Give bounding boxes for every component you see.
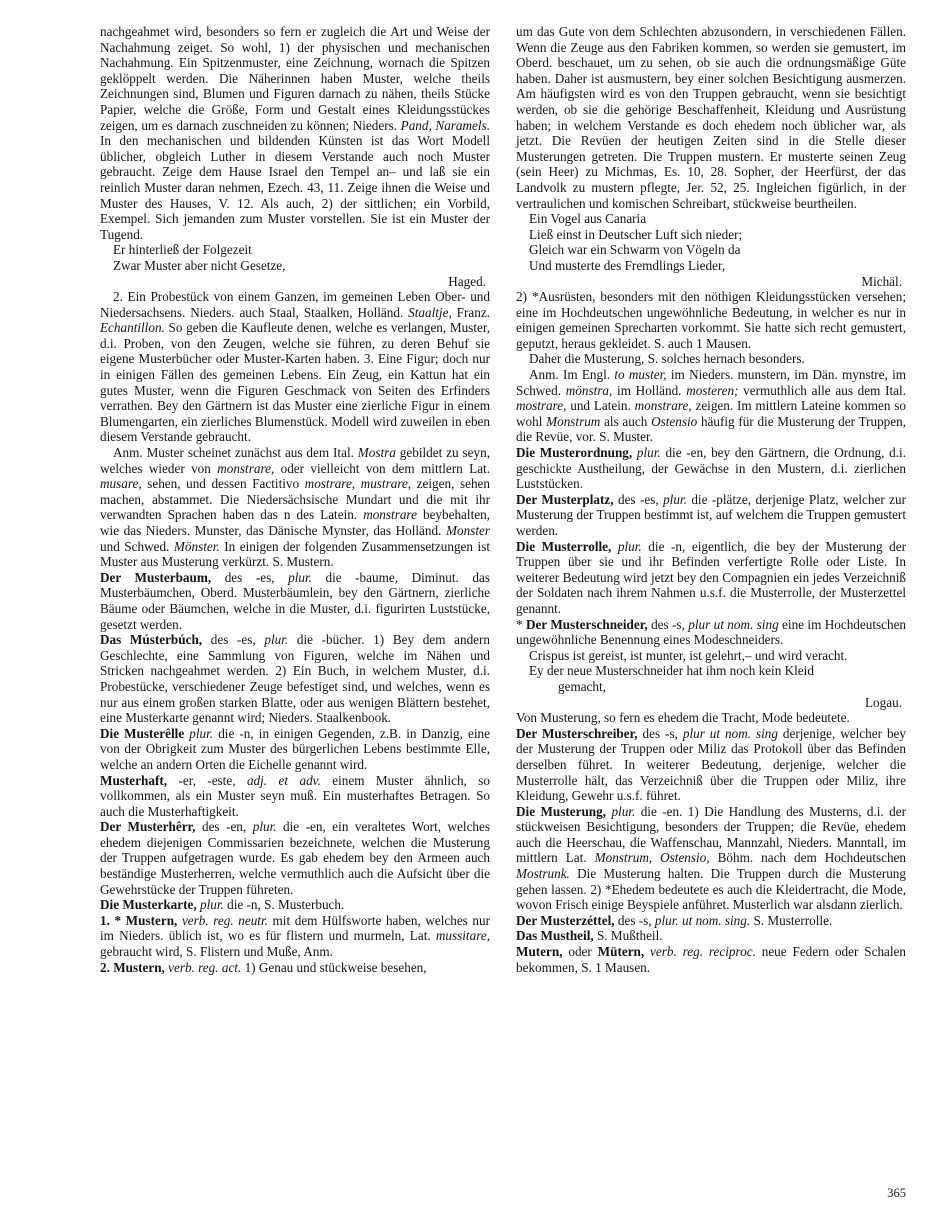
italic-term: monstrare <box>363 507 417 523</box>
text-run: nachgeahmet wird, besonders so fern er zugleich die Art und Weise der Nachahmung zeiget. So wohl, 1) der physischen und mechanischen Nachahmung. Ein Spitzenmuster, eine Zeichnung, wornach die Spitzen geklöppelt werden. Die Näherinnen haben Muster, welche theils Zeichnungen sind, Blumen und Figuren darnach zu nähen, theils Stücke Papier, welche die Größe, Form und Gestalt eines Kleidungsstückes zeigen, um es darnach zuschneiden zu können; Nieders. <box>100 24 490 133</box>
text-run: 1) Genau und stückweise besehen, <box>241 959 427 975</box>
italic-term: mussitare, <box>435 928 490 944</box>
page-number: 365 <box>887 1186 906 1200</box>
text-run: des -en, <box>195 819 253 835</box>
text-run: 2) *Ausrüsten, besonders mit den nöthigen Kleidungsstücken versehen; eine im Hochdeutschen ungewöhnliche Bedeutung, in welcher es nur in einigen gemeinen Sprecharten vorkommt. Sie hatte sich recht gemustert, geputzt, heraus gekleidet. S. auch 1 Mausen. <box>516 289 906 351</box>
text-run: des -es, <box>202 632 265 648</box>
headword: Der Musterzéttel, <box>516 912 615 928</box>
text-run: Von Musterung, so fern es ehedem die Tracht, Mode bedeutete. <box>516 710 850 726</box>
italic-term: mosteren; <box>686 382 739 398</box>
dictionary-entry <box>516 539 906 617</box>
italic-term: plur. <box>199 897 224 913</box>
text-run <box>611 539 618 554</box>
text-run: Ließ einst in Deutscher Luft sich nieder; <box>529 226 743 242</box>
italic-term: to muster, <box>614 367 667 383</box>
headword: Musterhaft, <box>100 772 168 788</box>
italic-term: plur. ut nom. sing. <box>654 912 751 928</box>
text-run: die -plätze, derjenige Platz, welcher zur Musterung der Truppen bestimmt ist, auf welchem die Truppen gemustert werden. <box>516 491 906 538</box>
italic-term: plur ut nom. sing <box>688 616 779 632</box>
verse-line <box>516 242 906 258</box>
text-run: und Schwed. <box>100 538 174 554</box>
italic-term: mostrare, <box>516 398 567 414</box>
italic-term: Monstrum, Ostensio, <box>594 850 710 866</box>
text-run: des -es, <box>613 491 664 507</box>
text-run: die -en, ein veraltetes Wort, welches ehedem diejenigen Commissarien bezeichnete, welchen die Musterung der Truppen aufgetragen wurde. Es gab ehedem bey den Armeen auch beständige Musterherren, welche vermuthlich auch die Aufsicht über die Gewehrstücke der Truppen führeten. <box>100 819 491 897</box>
italic-term: plur. <box>636 445 661 461</box>
italic-term: plur. <box>663 491 687 507</box>
text-run: Und musterte des Fremdlings Lieder, <box>529 257 726 273</box>
italic-term: Staaltje, <box>408 304 452 320</box>
headword: Die Musterung, <box>516 803 607 819</box>
text-run: um das Gute von dem Schlechten abzusondern, in verschiedenen Fällen. Wenn die Zeuge aus den Fabriken kommen, so werden sie gemustert, im Oberd. beschauet, um zu sehen, ob sie auch die ordnungsmäßige Güte haben. Daher ist ausmustern, bey einer solchen Besichtigung ausmerzen. Am häufigsten wird es von den Truppen gebraucht, wenn sie besichtigt werden, ob sie die gehörige Beschaffenheit, Kleidung und Ausrüstung haben; in welchem Verstande es doch ehedem noch üblicher war, als jetzt. Die Revüen der heutigen Zeiten sind in die Stelle dieser Musterungen getreten. Die Truppen mustern. Er musterte seinen Zeug (sein Heer) zu Michmas, Es. 10, 28. Sopher, der Heerfürst, der das Landvolk zu mustern pflegte, Jer. 52, 25. Ingleichen figürlich, in der vertraulichen und komischen Schreibart, stückweise beurtheilen. <box>516 24 906 211</box>
text-run: Ey der neue Musterschneider hat ihm noch kein Kleid <box>529 663 814 679</box>
text-run: derjenige, welcher bey der Musterung der Truppen oder Miliz das Protokoll über das Befinden derselben führet. In weiterer Bedeutung, derjenige, welcher die Musterrolle hält, das Verzeichniß über die Truppen oder Miliz, ihre Kleidung, Gewehr u.s.f. führet. <box>516 725 906 804</box>
paragraph <box>516 289 906 351</box>
text-run: oder vielleicht von dem mittlern Lat. <box>274 460 491 476</box>
text-run: eine im Hochdeutschen ungewöhnliche Benennung eines Modeschneiders. <box>516 616 907 648</box>
italic-term: verb. reg. reciproc. <box>650 944 756 960</box>
dictionary-entry <box>516 944 906 975</box>
text-run: zeigen. Im mittlern Lateine kommen so wohl <box>516 398 907 429</box>
text-run: des -s, <box>647 616 689 632</box>
verse-line <box>516 211 906 227</box>
paragraph <box>516 617 906 648</box>
text-run: -er, -este, <box>167 772 247 788</box>
italic-term: verb. reg. neutr. <box>181 912 268 928</box>
text-run: Franz. <box>451 304 490 320</box>
headword: Das Músterbúch, <box>100 632 203 648</box>
text-run: Daher die Musterung, S. solches hernach besonders. <box>529 351 805 367</box>
paragraph <box>516 367 906 445</box>
text-run: Logau. <box>865 694 902 710</box>
headword: Die Musterêlle <box>100 725 185 741</box>
italic-term: plur ut nom. sing <box>682 725 778 741</box>
text-run: die -baume, Diminut. das Musterbäumchen, Oberd. Musterbäumlein, bey den Gärtnern, zierliche Bäume oder Bäumchen, welche in die Muster, d.i. figurirten Luststücke, gesetzt werden. <box>100 569 490 632</box>
dictionary-entry <box>516 804 906 913</box>
text-run: häufig für die Musterung der Truppen, die Revüe, vor. S. Muster. <box>516 413 907 445</box>
dictionary-entry <box>516 445 906 492</box>
italic-term: adj. et adv. <box>246 772 321 788</box>
dictionary-entry <box>100 960 490 976</box>
text-run: einem Muster ähnlich, so vollkommen, als ein Muster seyn muß. Ein musterhaftes Betragen. So auch die Musterhaftigkeit. <box>100 772 491 819</box>
text-run: So geben die Kaufleute denen, welche es verlangen, Muster, d.i. Proben, von den Zeugen, welche sie führen, zu deren Behuf sie eigene Musterbücher oder Muster-Karten haben. 3. Eine Figur; doch nur in einigen Fällen des gemeinen Lebens. Ein Zeug, ein Kattun hat ein gutes Muster, wenn die Figuren Geschmack von Seiten des Erfinders verrathen. Bey den Gärtnern ist das Muster eine zierliche Figur in einem Blumengarten, ein zierliches Blumenstück. Modell wird zuweilen in eben diesem Verstande gebraucht. <box>100 320 490 445</box>
verse-attribution <box>516 695 906 711</box>
verse-attribution <box>100 274 490 290</box>
text-run: neue Federn oder Schalen bekommen, S. 1 Mausen. <box>516 944 906 975</box>
italic-term: plur. <box>264 632 289 648</box>
text-run: S. Musterrolle. <box>750 912 833 928</box>
headword: 2. Mustern, <box>100 959 165 975</box>
verse-line <box>516 679 906 695</box>
text-run: In einigen der folgenden Zusammensetzungen ist Muster aus Musterung verkürzt. S. Mustern. <box>100 538 490 570</box>
headword: Der Musterbaum, <box>100 569 212 585</box>
text-run: die -n, in einigen Gegenden, z.B. in Danzig, eine von der Obrigkeit zum Muster des bürgerlichen Lebens bestimmte Elle, welche an andern Orten die Eichelle genannt wird. <box>100 725 490 772</box>
headword: Mutern, <box>516 944 563 960</box>
paragraph <box>100 24 490 242</box>
text-run: Gleich war ein Schwarm von Vögeln da <box>529 242 741 258</box>
text-run: Haged. <box>448 273 486 289</box>
verse-line <box>516 648 906 664</box>
text-run: die -en, bey den Gärtnern, die Ordnung, d.i. geschickte Austheilung, der Gewächse in den Mustern, d.i. zierlichen Luststücken. <box>516 445 906 492</box>
dictionary-entry <box>100 773 490 820</box>
italic-term: Echantillon. <box>100 320 165 336</box>
left-column <box>100 24 490 975</box>
paragraph <box>516 710 906 726</box>
text-run: oder <box>562 944 598 960</box>
dictionary-entry <box>516 928 906 944</box>
text-run: gebraucht wird, S. Flistern und Muße, Anm. <box>100 944 333 960</box>
text-run: im Nieders. munstern, im Dän. mynstre, im Schwed. <box>516 367 906 398</box>
italic-term: plur. <box>611 803 636 819</box>
italic-term: mostrare, mustrare, <box>304 476 412 492</box>
text-run: In den mechanischen und bildenden Künsten ist das Wort Modell üblicher, obgleich Luther in diesem Verstande auch noch Muster gebraucht. Zeige dem Hause Israel den Tempel an– und laß sie ein reinlich Muster daran nehmen, Ezech. 43, 11. Zeige ihnen die Weise und Muster des Hauses, V. 12. Als auch, 2) der sittlichen; ein Vorbild, Exempel. Sich jemanden zum Muster vorstellen. Sie ist ein Muster der Tugend. <box>100 133 490 242</box>
text-run: vermuthlich alle aus dem Ital. <box>738 382 906 398</box>
text-run: die -en. 1) Die Handlung des Musterns, d.i. der stückweisen Besichtigung, besonders der Truppen; die Revüe, ehedem auch die Heerschau, die Waffenschau, Mannzahl, Nieders. Manntall, im mittlern Lat. <box>516 803 906 866</box>
italic-term: Monstrum <box>546 413 601 429</box>
dictionary-entry <box>516 492 906 539</box>
right-column <box>516 24 906 975</box>
text-run: des -s, <box>637 725 683 741</box>
text-run: beybehalten, wie das Nieders. Munster, das Dänische Mynster, das Holländ. <box>100 507 490 538</box>
paragraph <box>516 24 906 211</box>
dictionary-entry <box>100 913 490 960</box>
italic-term: plur. <box>189 725 214 741</box>
text-run: des -s, <box>614 912 655 928</box>
headword: Die Musterordnung, <box>516 445 633 461</box>
paragraph <box>516 351 906 367</box>
text-run: Anm. Muster scheinet zunächst aus dem Ital. <box>113 445 358 461</box>
italic-term: plur. <box>252 819 277 835</box>
verse-attribution <box>516 274 906 290</box>
text-run: mit dem Hülfsworte haben, welches nur im Nieders. üblich ist, wo es für flistern und murmeln, Lat. <box>100 912 490 944</box>
dictionary-entry <box>100 632 490 726</box>
verse-line <box>516 258 906 274</box>
verse-line <box>516 663 906 679</box>
text-run: sehen, und dessen Factitivo <box>141 476 305 492</box>
dictionary-entry <box>100 726 490 773</box>
headword: Der Musterplatz, <box>516 491 614 507</box>
paragraph <box>100 289 490 445</box>
dictionary-entry <box>100 819 490 897</box>
italic-term: monstrare, <box>634 398 692 414</box>
text-run: Michäl. <box>861 273 902 289</box>
italic-term: Monster <box>446 523 490 538</box>
italic-term: Ostensio <box>651 413 698 429</box>
text-columns <box>100 24 906 975</box>
headword: Die Musterkarte, <box>100 897 197 913</box>
text-run: im Holländ. <box>612 382 687 398</box>
italic-term: Mostra <box>357 445 396 461</box>
dictionary-entry <box>100 570 490 632</box>
headword: Der Musterhêrr, <box>100 819 196 835</box>
text-run: die -n, S. Musterbuch. <box>223 897 345 913</box>
italic-term: Mostrunk. <box>516 866 570 882</box>
headword: 1. * Mustern, <box>100 912 178 928</box>
headword: Das Mustheil, <box>516 928 594 944</box>
text-run: Die Musterung halten. Die Truppen durch die Musterung gehen lassen. 2) *Ehedem bedeutete es auch die Kleidertracht, die Mode, wovon Frisch einige Beyspiele anführet. Musterlich war alsdann zierlich. <box>516 866 906 913</box>
italic-term: mönstra, <box>565 382 613 398</box>
dictionary-entry <box>100 897 490 913</box>
dictionary-entry <box>516 726 906 804</box>
italic-term: plur. <box>288 569 312 585</box>
dictionary-entry <box>516 913 906 929</box>
headword: Die Musterrolle, <box>516 538 612 554</box>
italic-term: plur. <box>617 538 642 554</box>
headword: Der Musterschreiber, <box>516 725 638 741</box>
text-run: Anm. Im Engl. <box>529 367 615 383</box>
headword: Der Musterschneider, <box>525 616 648 632</box>
text-run: 2. Ein Probestück von einem Ganzen, im gemeinen Leben Ober- und Niedersachsens. Nieders. auch Staal, Staalken, Holländ. <box>100 289 490 320</box>
text-run: die -n, eigentlich, die bey der Musterung der Truppen über sie und ihr Befinden verfertigte Rolle oder Liste. In weiterer Bedeutung wird jetzt bey den Compagnien ein jedes Verzeichniß der Soldaten nach ihrem Nahmen u.s.f. die Musterrolle, der Musterzettel genannt. <box>516 538 906 616</box>
headword: Mütern, <box>597 944 645 960</box>
italic-term: verb. reg. act. <box>168 959 242 975</box>
text-run: Zwar Muster aber nicht Gesetze, <box>113 257 286 273</box>
verse-line <box>100 242 490 258</box>
text-run: gebildet zu seyn, welches wieder von <box>100 445 490 476</box>
italic-term: Pand, Naramels. <box>400 117 490 133</box>
text-run: als auch <box>600 413 652 429</box>
text-run: gemacht, <box>558 678 606 694</box>
text-run: zeigen, sehen machen, abstammet. Die Niedersächsische Mundart und die mit ihr verwandten Sprachen haben das n des Latein. <box>100 476 490 523</box>
text-run: S. Mußtheil. <box>593 928 663 944</box>
text-run: Ein Vogel aus Canaria <box>529 211 647 227</box>
text-run: * <box>516 616 526 632</box>
text-run: die -bücher. 1) Bey dem andern Geschlechte, eine Sammlung von Figuren, welche im Nähen und Stricken nachgeahmet werden. 2) Ein Buch, in welchem Muster, d.i. Probestücke, verschiedener Zeuge befestiget sind, und welches, wenn es nur aus einem großen starken Blatte, oder aus wenigen Blättern bestehet, eine Musterkarte genannt wird; Nieders. Staalkenbook. <box>100 632 490 726</box>
italic-term: Mönster. <box>173 538 220 554</box>
italic-term: monstrare, <box>217 460 275 476</box>
verse-line <box>516 227 906 243</box>
italic-term: musare, <box>100 476 142 492</box>
verse-line <box>100 258 490 274</box>
text-run: Böhm. nach dem Hochdeutschen <box>709 850 907 866</box>
text-run: Crispus ist gereist, ist munter, ist gelehrt,– und wird veracht. <box>529 647 848 663</box>
text-run: des -es, <box>211 569 289 585</box>
text-run: Er hinterließ der Folgezeit <box>113 242 252 258</box>
text-run: und Latein. <box>566 398 635 414</box>
paragraph <box>100 445 490 570</box>
